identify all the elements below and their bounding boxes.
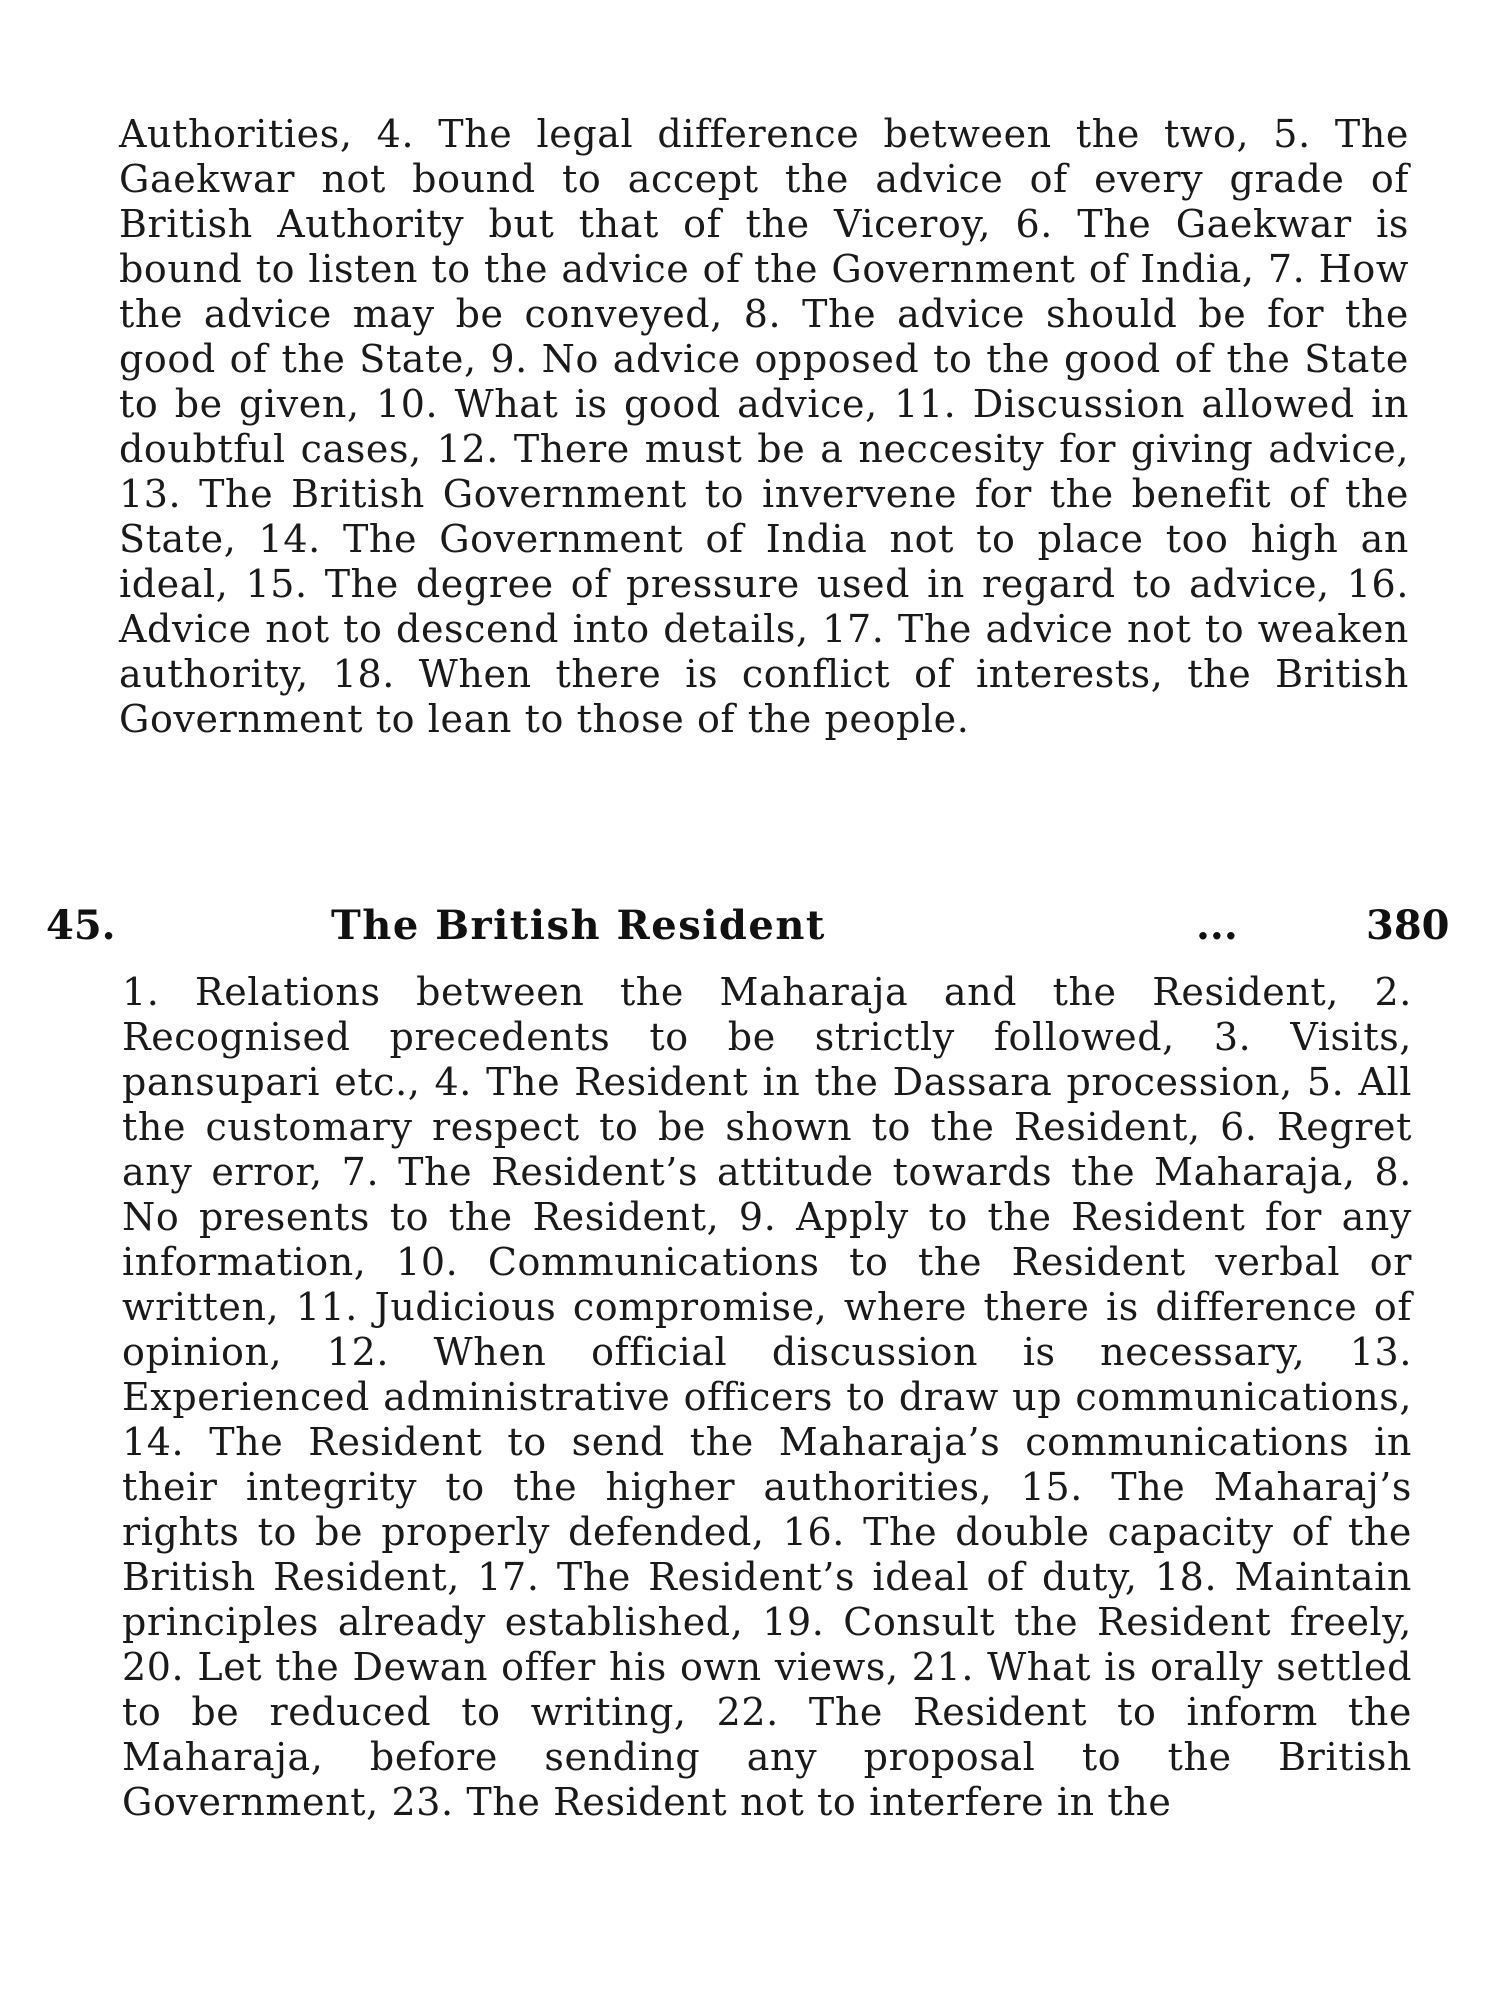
- contents-paragraph-continued: Authorities, 4. The legal difference between the two, 5. The Gaekwar not bound to accept the advice of every grade of British Authority but that of the Viceroy, 6. The Gaekwar is bound to listen to the advice of the Government of India, 7. How the advice may be conveyed, 8. The advice should be for the good of the State, 9. No advice opposed to the good of the State to be given, 10. What is good advice, 11. Discussion allowed in doubtful cases, 12. There must be a neccesity for giving advice, 13. The British Government to invervene for the benefit of the State, 14. The Government of India not to place too high an ideal, 15. The degree of pressure used in regard to advice, 16. Advice not to descend into details, 17. The advice not to weaken authority, 18. When there is conflict of interests, the British Government to lean to those of the people.: [119, 112, 1409, 741]
- section-summary-paragraph: 1. Relations between the Maharaja and the Resident, 2. Recognised precedents to be strictly followed, 3. Visits, pansupari etc., 4. The Resident in the Dassara procession, 5. All the customary respect to be shown to the Resident, 6. Regret any error, 7. The Resident’s attitude towards the Maharaja, 8. No presents to the Resident, 9. Apply to the Resident for any information, 10. Communications to the Resident verbal or written, 11. Judicious compromise, where there is difference of opinion, 12. When official discussion is necessary, 13. Experienced administrative officers to draw up communications, 14. The Resident to send the Maharaja’s communications in their integrity to the higher authorities, 15. The Maharaj’s rights to be properly defended, 16. The double capacity of the British Resident, 17. The Resident’s ideal of duty, 18. Maintain principles already established, 19. Consult the Resident freely, 20. Let the Dewan offer his own views, 21. What is orally settled to be reduced to writing, 22. The Resident to inform the Maharaja, before sending any proposal to the British Government, 23. The Resident not to interfere in the: [122, 970, 1412, 1824]
- dot-leader: ...: [1196, 902, 1238, 949]
- section-title: The British Resident: [331, 902, 826, 949]
- section-number: 45.: [46, 902, 116, 949]
- page-number: 380: [1366, 902, 1450, 949]
- contents-entry-heading: [46, 902, 1486, 962]
